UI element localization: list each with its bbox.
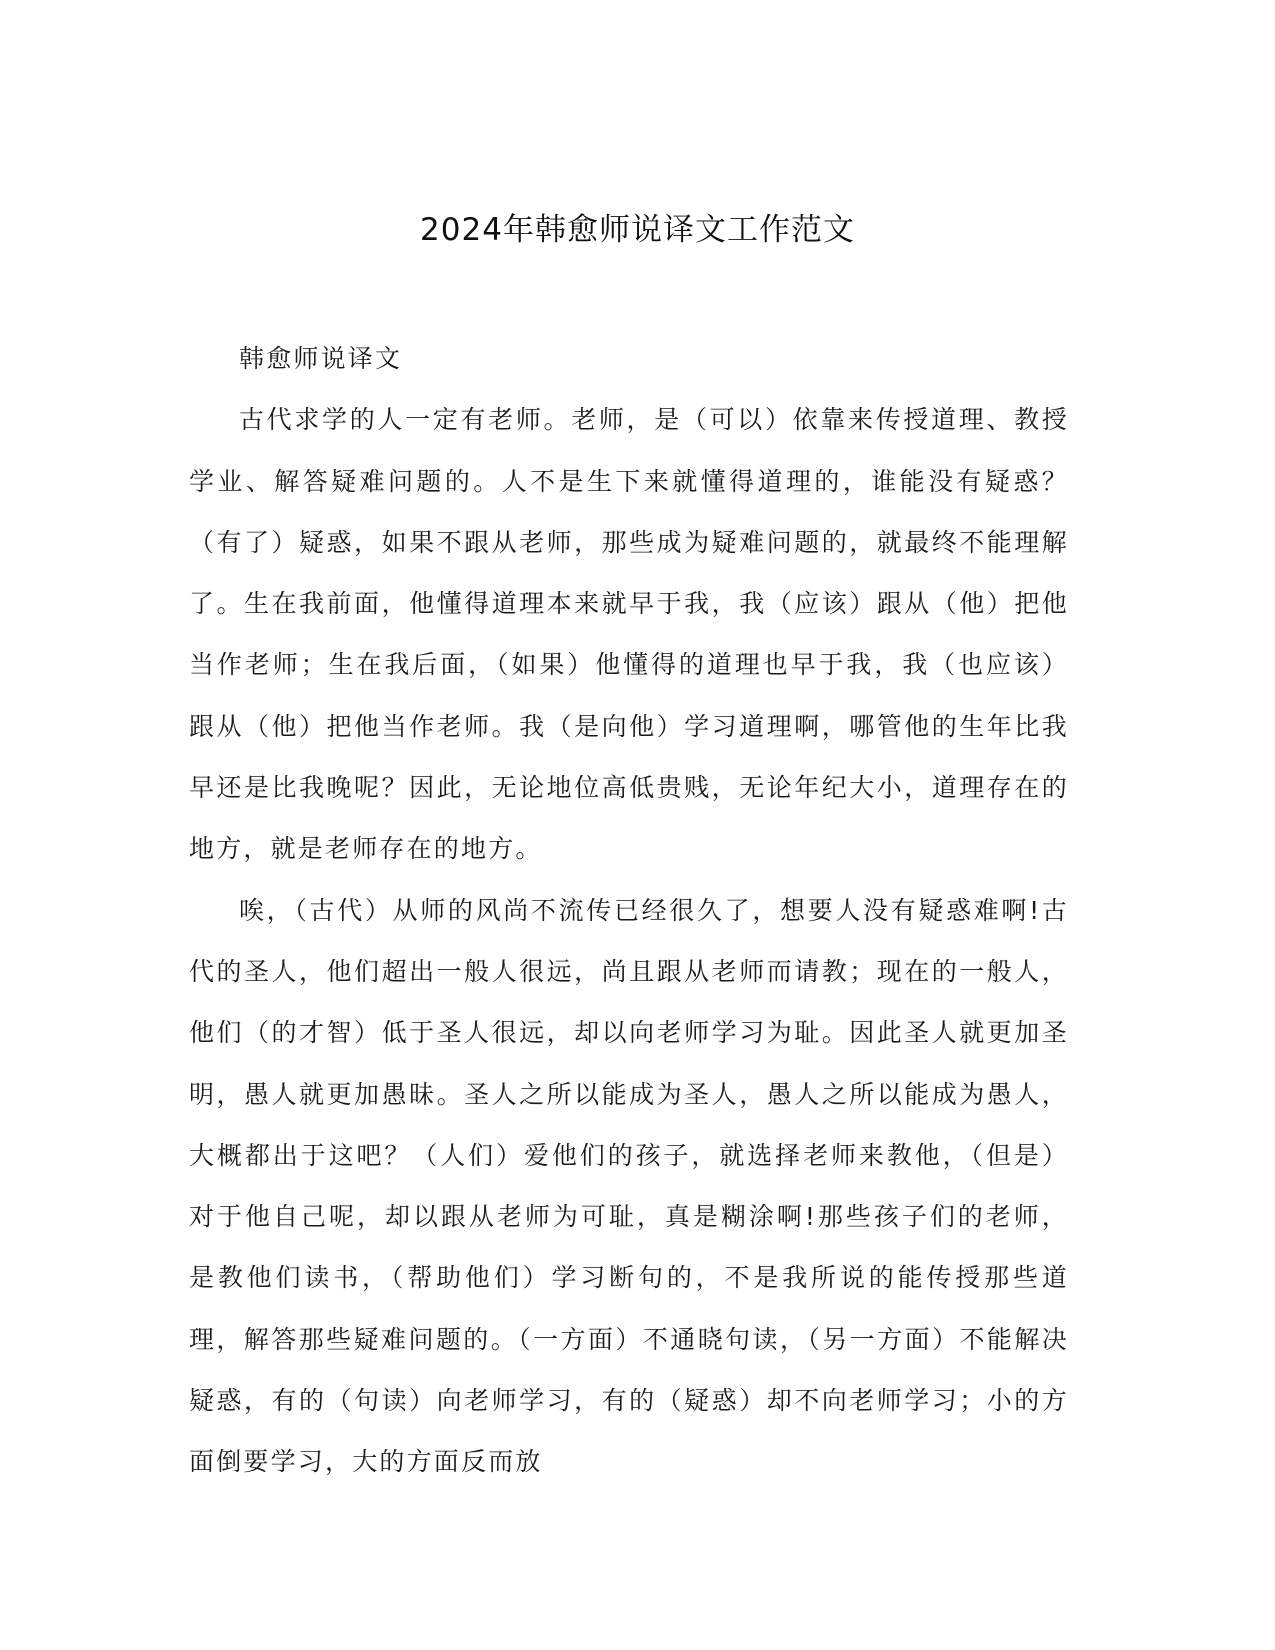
document-body xyxy=(189,328,1069,1493)
paragraph-2: 唉，（古代）从师的风尚不流传已经很久了，想要人没有疑惑难啊!古代的圣人，他们超出一般人很远，尚且跟从老师而请教；现在的一般人，他们（的才智）低于圣人很远，却以向老师学习为耻。因此圣人就更加圣明，愚人就更加愚昧。圣人之所以能成为圣人，愚人之所以能成为愚人，大概都出于这吧？（人们）爱他们的孩子，就选择老师来教他，（但是）对于他自己呢，却以跟从老师为可耻，真是糊涂啊!那些孩子们的老师，是教他们读书，（帮助他们）学习断句的，不是我所说的能传授那些道理，解答那些疑难问题的。（一方面）不通晓句读，（另一方面）不能解决疑惑，有的（句读）向老师学习，有的（疑惑）却不向老师学习；小的方面倒要学习，大的方面反而放 xyxy=(189,895,1069,1477)
document-subtitle: 韩愈师说译文 xyxy=(239,344,403,373)
document-title: 2024年韩愈师说译文工作范文 xyxy=(420,212,855,248)
paragraph-1: 古代求学的人一定有老师。老师，是（可以）依靠来传授道理、教授学业、解答疑难问题的。人不是生下来就懂得道理的，谁能没有疑惑？（有了）疑惑，如果不跟从老师，那些成为疑难问题的，就最终不能理解了。生在我前面，他懂得道理本来就早于我，我（应该）跟从（他）把他当作老师；生在我后面，（如果）他懂得的道理也早于我，我（也应该）跟从（他）把他当作老师。我（是向他）学习道理啊，哪管他的生年比我早还是比我晚呢？因此，无论地位高低贵贱，无论年纪大小，道理存在的地方，就是老师存在的地方。 xyxy=(189,405,1069,864)
